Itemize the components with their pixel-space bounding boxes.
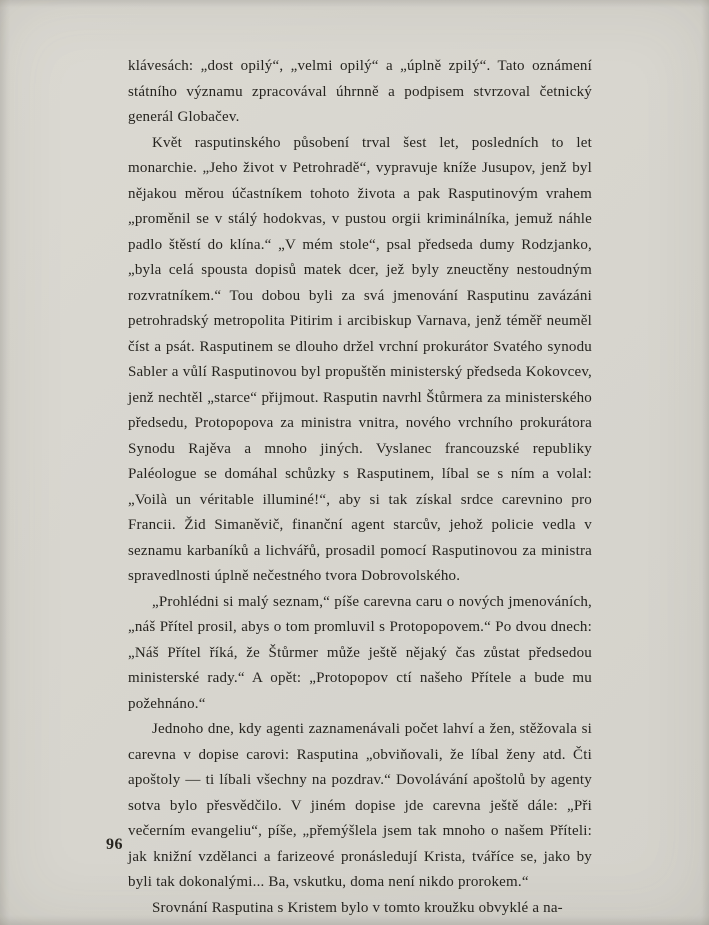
page-edge-shadow-left: [0, 0, 10, 925]
page-number: 96: [106, 836, 123, 853]
page-text-block: [128, 54, 592, 921]
page-edge-shadow-top: [0, 0, 709, 8]
paragraph: Jednoho dne, kdy agenti zaznamenávali počet lahví a žen, stěžovala si carevna v dopise carovi: Rasputina „obviňovali, že líbal ženy atd. Čti apoštoly — ti líbali všechny na pozdrav.“ Dovolávání apoštolů by agenty sotva bylo přesvědčilo. V jiném dopise jde carevna ještě dále: „Při večerním evangeliu“, píše, „přemýšlela jsem tak mnoho o našem Příteli: jak knižní vzdělanci a farizeové pronásledují Krista, tváříce se, jako by byli tak dokonalými... Ba, vskutku, doma není nikdo prorokem.“: [128, 721, 592, 890]
paragraph-continuation: klávesách: „dost opilý“, „velmi opilý“ a „úplně zpilý“. Tato oznámení státního významu zpracovával úhrnně a podpisem stvrzoval četnický generál Globačev.: [128, 58, 592, 125]
paragraph: „Prohlédni si malý seznam,“ píše carevna caru o nových jmenováních, „náš Přítel prosil, abys o tom promluvil s Protopopovem.“ Po dvou dnech: „Náš Přítel říká, že Štůrmer může ještě nějaký čas zůstat předsedou ministerské rady.“ A opět: „Protopopov ctí našeho Přítele a bude mu požehnáno.“: [128, 593, 592, 712]
paragraph-incomplete: Srovnání Rasputina s Kristem bylo v tomto kroužku obvyklé a na-: [152, 899, 563, 916]
page-edge-shadow-right: [701, 0, 709, 925]
paragraph: Květ rasputinského působení trval šest let, posledních to let monarchie. „Jeho život v Petrohradě“, vypravuje kníže Jusupov, jenž byl nějakou měrou účastníkem tohoto života a pak Rasputinovým vrahem „proměnil se v stálý hodokvas, v pustou orgii kriminálníka, jemuž náhle padlo štěstí do klína.“ „V mém stole“, psal předseda dumy Rodzjanko, „byla celá spousta dopisů matek dcer, jež byly zneuctěny nestoudným rozvratníkem.“ Tou dobou byli za svá jmenování Rasputinu zavázáni petrohradský metropolita Pitirim i arcibiskup Varnava, jenž téměř neuměl číst a psát. Rasputinem se dlouho držel vrchní prokurátor Svatého synodu Sabler a vůlí Rasputinovou byl propuštěn ministerský předseda Kokovcev, jenž nechtěl „starce“ přijmout. Rasputin navrhl Štůrmera za ministerského předsedu, Protopopova za ministra vnitra, nového vrchního prokurátora Synodu Rajěva a mnoho jiných. Vyslanec francouzské republiky Paléologue se domáhal schůzky s Rasputinem, líbal se s ním a volal: „Voilà un véritable illuminé!“, aby si tak získal srdce carevnino pro Francii. Žid Simaněvič, finanční agent starcův, jehož policie vedla v seznamu karbaníků a lichvářů, prosadil pomocí Rasputinovou za ministra spravedlnosti úplně nečestného tvora Dobrovolského.: [128, 134, 592, 584]
